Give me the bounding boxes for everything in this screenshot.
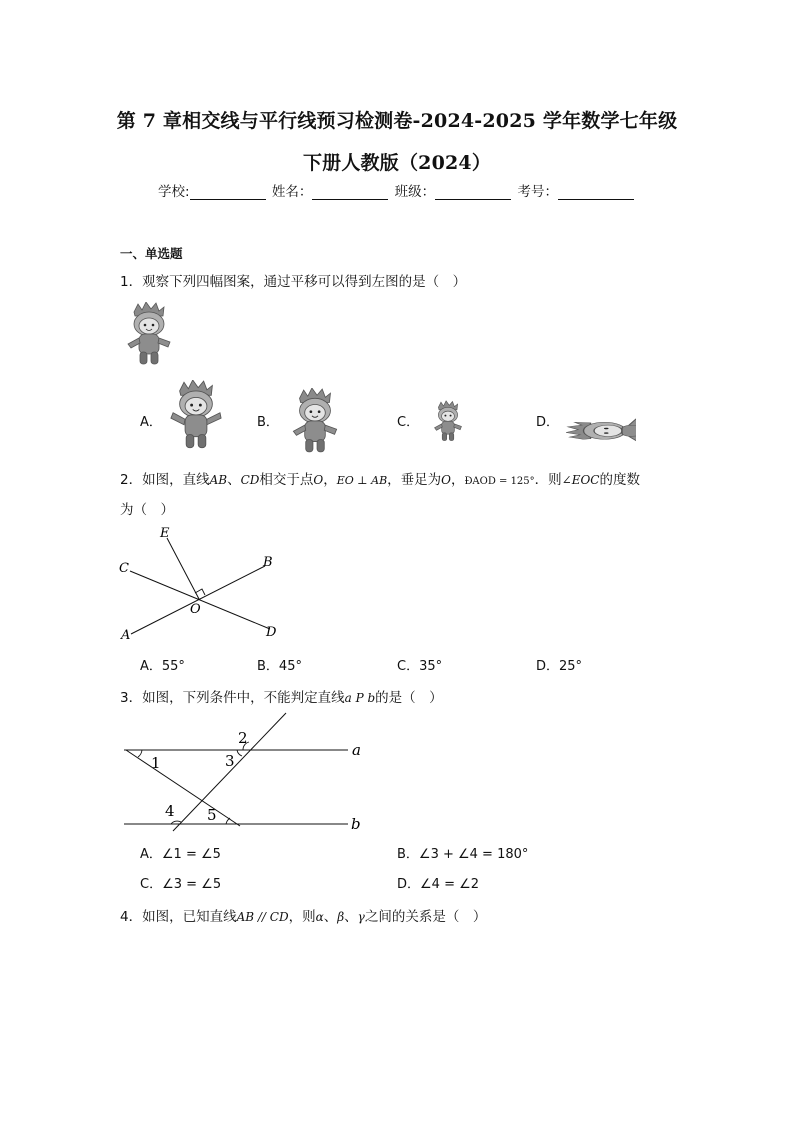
student-info-line <box>0 180 794 200</box>
label-b: B <box>263 555 273 570</box>
line-eo <box>167 538 199 599</box>
label-a: A <box>121 628 131 643</box>
label-angle-3: 3 <box>225 752 235 770</box>
page-subtitle: 下册人教版（2024） <box>302 152 492 174</box>
label-o: O <box>190 602 201 617</box>
q1-option-c-mascot-image <box>432 400 464 444</box>
label-angle-1: 1 <box>151 754 161 772</box>
page-title: 第 7 章相交线与平行线预习检测卷-2024-2025 学年数学七年级 <box>116 110 678 132</box>
q1-option-b-mascot-image <box>289 388 341 456</box>
q1-option-d-mascot-rotated-image <box>566 395 636 445</box>
section-heading: 一、单选题 <box>120 246 183 261</box>
label-c: C <box>119 561 129 576</box>
label-d: D <box>266 625 277 640</box>
name-label: 姓名： <box>271 184 313 200</box>
q3-option-b: B．∠3 + ∠4 = 180° <box>397 847 529 862</box>
label-line-b: b <box>351 815 361 833</box>
class-label: 班级： <box>394 184 436 200</box>
q2-intersecting-lines-figure <box>115 522 290 647</box>
line-ab <box>131 566 265 634</box>
transversal-2 <box>126 750 240 826</box>
q3-parallel-lines-figure <box>118 710 368 835</box>
q2-stem-line1: 2．如图，直线AB、CD相交于点O，EO ⊥ AB，垂足为O，ÐAOD = 125°．则∠EOC的度数 <box>120 472 640 488</box>
q2-option-c: C．35° <box>397 659 443 674</box>
class-blank <box>435 185 511 200</box>
q2-option-b: B．45° <box>257 659 302 674</box>
school-blank <box>190 185 266 200</box>
q1-option-b-label: B． <box>257 415 279 430</box>
q1-stem: 1．观察下列四幅图案，通过平移可以得到左图的是（ ） <box>120 274 467 290</box>
q2-option-a: A．55° <box>140 659 185 674</box>
q1-reference-mascot-image <box>124 302 174 368</box>
name-blank <box>312 185 388 200</box>
q3-option-a: A．∠1 = ∠5 <box>140 847 221 862</box>
label-angle-4: 4 <box>165 802 175 820</box>
q1-option-c-label: C． <box>397 415 420 430</box>
number-blank <box>558 185 634 200</box>
label-e: E <box>160 526 170 541</box>
q1-option-a-label: A． <box>140 415 162 430</box>
number-label: 考号： <box>517 184 558 200</box>
q4-stem: 4．如图，已知直线AB // CD，则α、β、γ之间的关系是（ ） <box>120 909 487 925</box>
q1-option-d-label: D． <box>536 415 560 430</box>
transversal-1 <box>173 713 286 831</box>
q3-stem: 3．如图，下列条件中，不能判定直线a P b的是（ ） <box>120 690 443 706</box>
q3-option-c: C．∠3 = ∠5 <box>140 877 222 892</box>
q1-option-a-mascot-image <box>166 380 226 452</box>
q2-option-d: D．25° <box>536 659 583 674</box>
label-angle-5: 5 <box>207 806 217 824</box>
q3-option-d: D．∠4 = ∠2 <box>397 877 480 892</box>
school-label: 学校: <box>158 184 190 200</box>
label-line-a: a <box>352 741 361 759</box>
q2-stem-line2: 为（ ） <box>120 502 174 518</box>
label-angle-2: 2 <box>238 729 248 747</box>
line-cd <box>130 571 270 629</box>
